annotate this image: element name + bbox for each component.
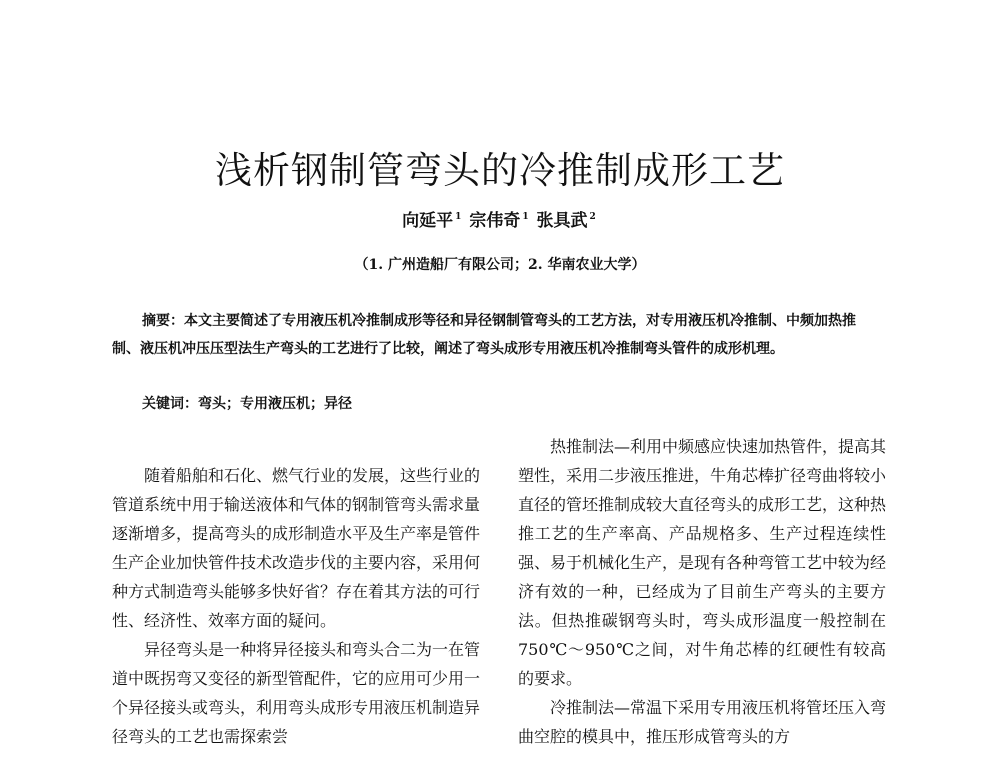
affiliation-mark: 1 (522, 212, 529, 223)
abstract-text: 本文主要简述了专用液压机冷推制成形等径和异径钢制管弯头的工艺方法，对专用液压机冷推制、中频加热推制、液压机冲压压型法生产弯头的工艺进行了比较，阐述了弯头成形专用液压机冷推制弯头管件的成形机理。 (112, 313, 856, 357)
body-paragraph: 热推制法—利用中频感应快速加热管件，提高其塑性，采用二步液压推进，牛角芯棒扩径弯曲将较小直径的管坯推制成较大直径弯头的成形工艺，这种热推工艺的生产率高、产品规格多、生产过程连续性强、易于机械化生产，是现有各种弯管工艺中较为经济有效的一种，已经成为了目前生产弯头的主要方法。但热推碳钢弯头时，弯头成形温度一般控制在750℃～950℃之间，对牛角芯棒的红硬性有较高的要求。 (518, 437, 887, 688)
abstract (112, 307, 882, 363)
affiliation-mark: 2 (589, 212, 596, 223)
paper-title: 浅析钢制管弯头的冷推制成形工艺 (215, 149, 785, 192)
affiliation-mark: 1 (455, 212, 462, 223)
author-name: 张具武 (536, 211, 588, 231)
keywords-label: 关键词： (142, 396, 198, 412)
affiliation: （1. 广州造船厂有限公司；2. 华南农业大学） (354, 257, 646, 273)
keywords (142, 390, 352, 418)
author-list (0, 206, 1000, 231)
body-column-right (518, 432, 886, 751)
body-column-left (112, 461, 480, 751)
abstract-label: 摘要： (142, 313, 184, 329)
author-name: 宗伟奇 (469, 211, 521, 231)
author-name: 向延平 (402, 211, 454, 231)
body-paragraph: 随着船舶和石化、燃气行业的发展，这些行业的管道系统中用于输送液体和气体的钢制管弯头需求量逐渐增多，提高弯头的成形制造水平及生产率是管件生产企业加快管件技术改造步伐的主要内容，采用何种方式制造弯头能够多快好省？存在着其方法的可行性、经济性、效率方面的疑问。 (112, 466, 481, 630)
body-paragraph: 冷推制法—常温下采用专用液压机将管坯压入弯曲空腔的模具中，推压形成管弯头的方 (518, 698, 887, 746)
body-paragraph: 异径弯头是一种将异径接头和弯头合二为一在管道中既拐弯又变径的新型管配件，它的应用可少用一个异径接头或弯头，利用弯头成形专用液压机制造异径弯头的工艺也需探索尝 (112, 640, 481, 746)
keywords-text: 弯头；专用液压机；异径 (198, 396, 352, 412)
